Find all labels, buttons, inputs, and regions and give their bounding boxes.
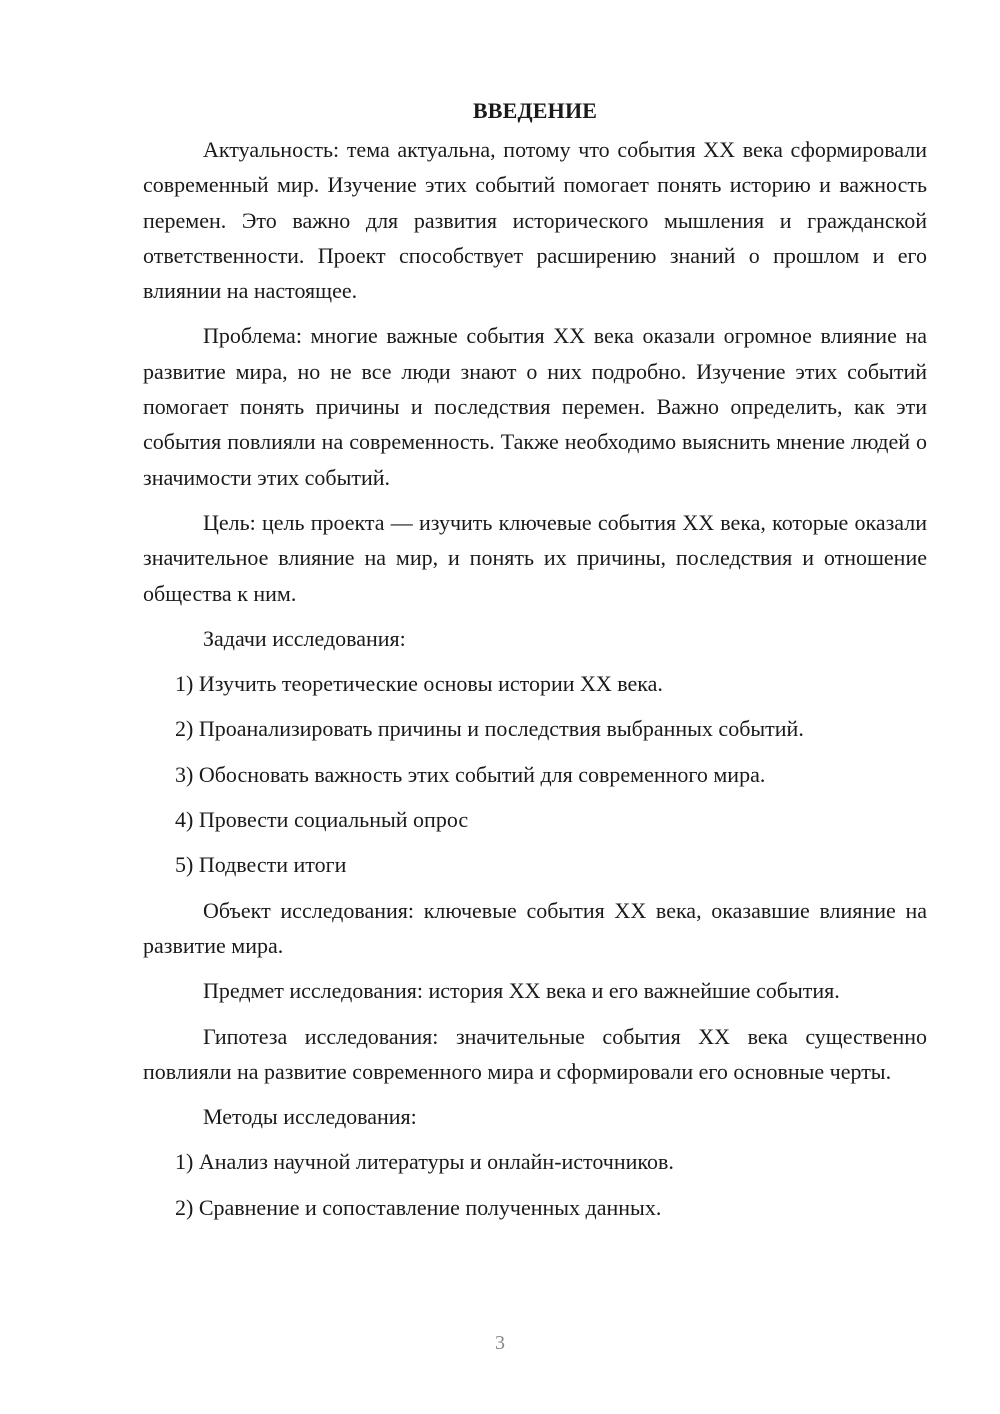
task-item: 2) Проанализировать причины и последствия выбранных событий. xyxy=(175,716,804,742)
relevance-paragraph: Актуальность: тема актуальна, потому что события XX века сформировали современный мир. Изучение этих событий помогает понять историю и важность перемен. Это важно для развития исторического мышления и гражданской ответственности. Проект способствует расширению знаний о прошлом и его влиянии на настоящее. xyxy=(143,137,927,304)
task-item: 5) Подвести итоги xyxy=(175,852,347,878)
method-item: 2) Сравнение и сопоставление полученных данных. xyxy=(175,1194,662,1220)
section-heading: ВВЕДЕНИЕ xyxy=(472,98,598,123)
page-number: 3 xyxy=(495,1332,505,1354)
goal-paragraph: Цель: цель проекта — изучить ключевые события XX века, которые оказали значительное влияние на мир, и понять их причины, последствия и отношение общества к ним. xyxy=(143,509,927,606)
methods-title: Методы исследования: xyxy=(203,1104,417,1130)
problem-paragraph: Проблема: многие важные события XX века оказали огромное влияние на развитие мира, но не все люди знают о них подробно. Изучение этих событий помогает понять причины и последствия перемен. Важно определить, как эти события повлияли на современность. Также необходимо выяснить мнение людей о значимости этих событий. xyxy=(143,323,927,490)
page-content xyxy=(143,94,927,1235)
method-item: 1) Анализ научной литературы и онлайн-источников. xyxy=(175,1149,674,1175)
task-item: 3) Обосновать важность этих событий для современного мира. xyxy=(175,761,766,787)
task-item: 1) Изучить теоретические основы истории XX века. xyxy=(175,671,663,697)
tasks-title: Задачи исследования: xyxy=(203,625,406,651)
task-item: 4) Провести социальный опрос xyxy=(175,807,469,833)
object-paragraph: Объект исследования: ключевые события XX века, оказавшие влияние на развитие мира. xyxy=(143,897,927,958)
hypothesis-paragraph: Гипотеза исследования: значительные события XX века существенно повлияли на развитие современного мира и сформировали его основные черты. xyxy=(143,1023,927,1084)
subject-paragraph: Предмет исследования: история XX века и его важнейшие события. xyxy=(203,978,840,1004)
